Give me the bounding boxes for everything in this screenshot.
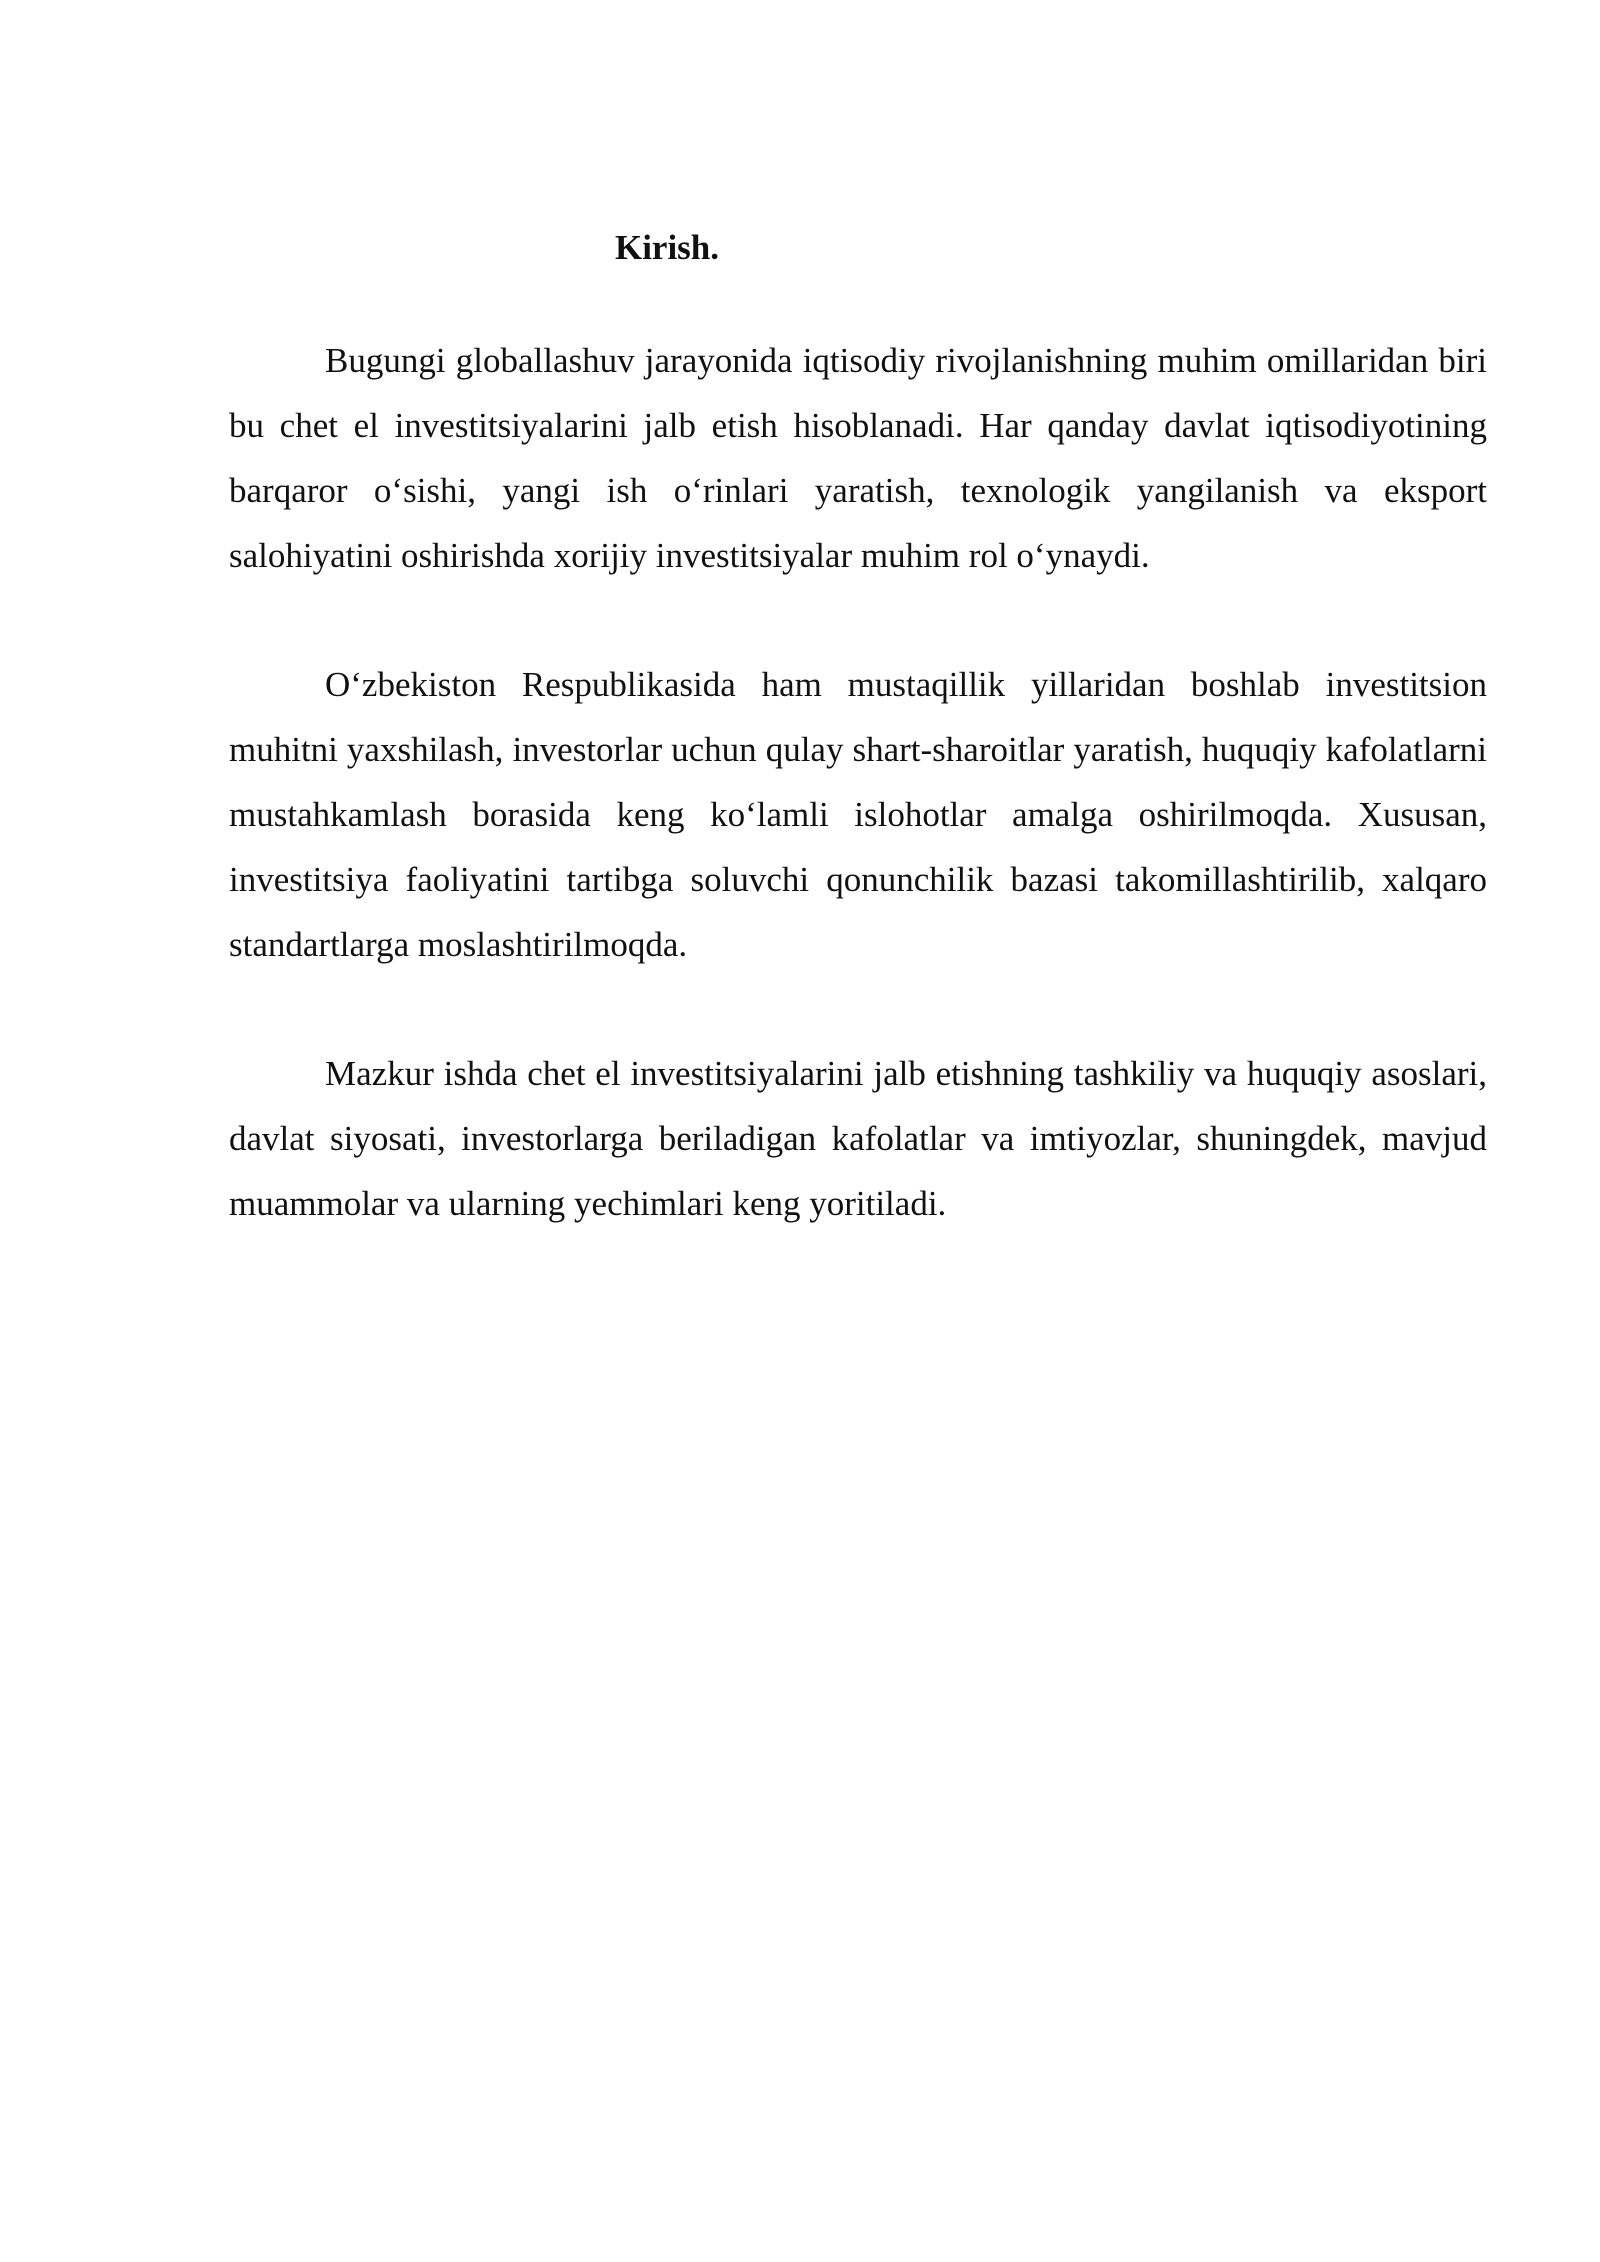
page-heading: Kirish. [614, 228, 720, 267]
document-body [229, 328, 1487, 1300]
paragraph-2: O‘zbekiston Respublikasida ham mustaqillik yillaridan boshlab investitsion muhitni yaxshilash, investorlar uchun qulay shart-sharoitlar yaratish, huquqiy kafolatlarni mustahkamlash borasida keng ko‘lamli islohotlar amalga oshirilmoqda. Xususan, investitsiya faoliyatini tartibga soluvchi qonunchilik bazasi takomillashtirilib, xalqaro standartlarga moslashtirilmoqda. [229, 665, 1487, 964]
paragraph-1: Bugungi globallashuv jarayonida iqtisodiy rivojlanishning muhim omillaridan biri bu chet el investitsiyalarini jalb etish hisoblanadi. Har qanday davlat iqtisodiyotining barqaror o‘sishi, yangi ish o‘rinlari yaratish, texnologik yangilanish va eksport salohiyatini oshirishda xorijiy investitsiyalar muhim rol o‘ynaydi. [229, 341, 1487, 575]
paragraph-3: Mazkur ishda chet el investitsiyalarini jalb etishning tashkiliy va huquqiy asoslari, davlat siyosati, investorlarga beriladigan kafolatlar va imtiyozlar, shuningdek, mavjud muammolar va ularning yechimlari keng yoritiladi. [229, 1054, 1487, 1223]
